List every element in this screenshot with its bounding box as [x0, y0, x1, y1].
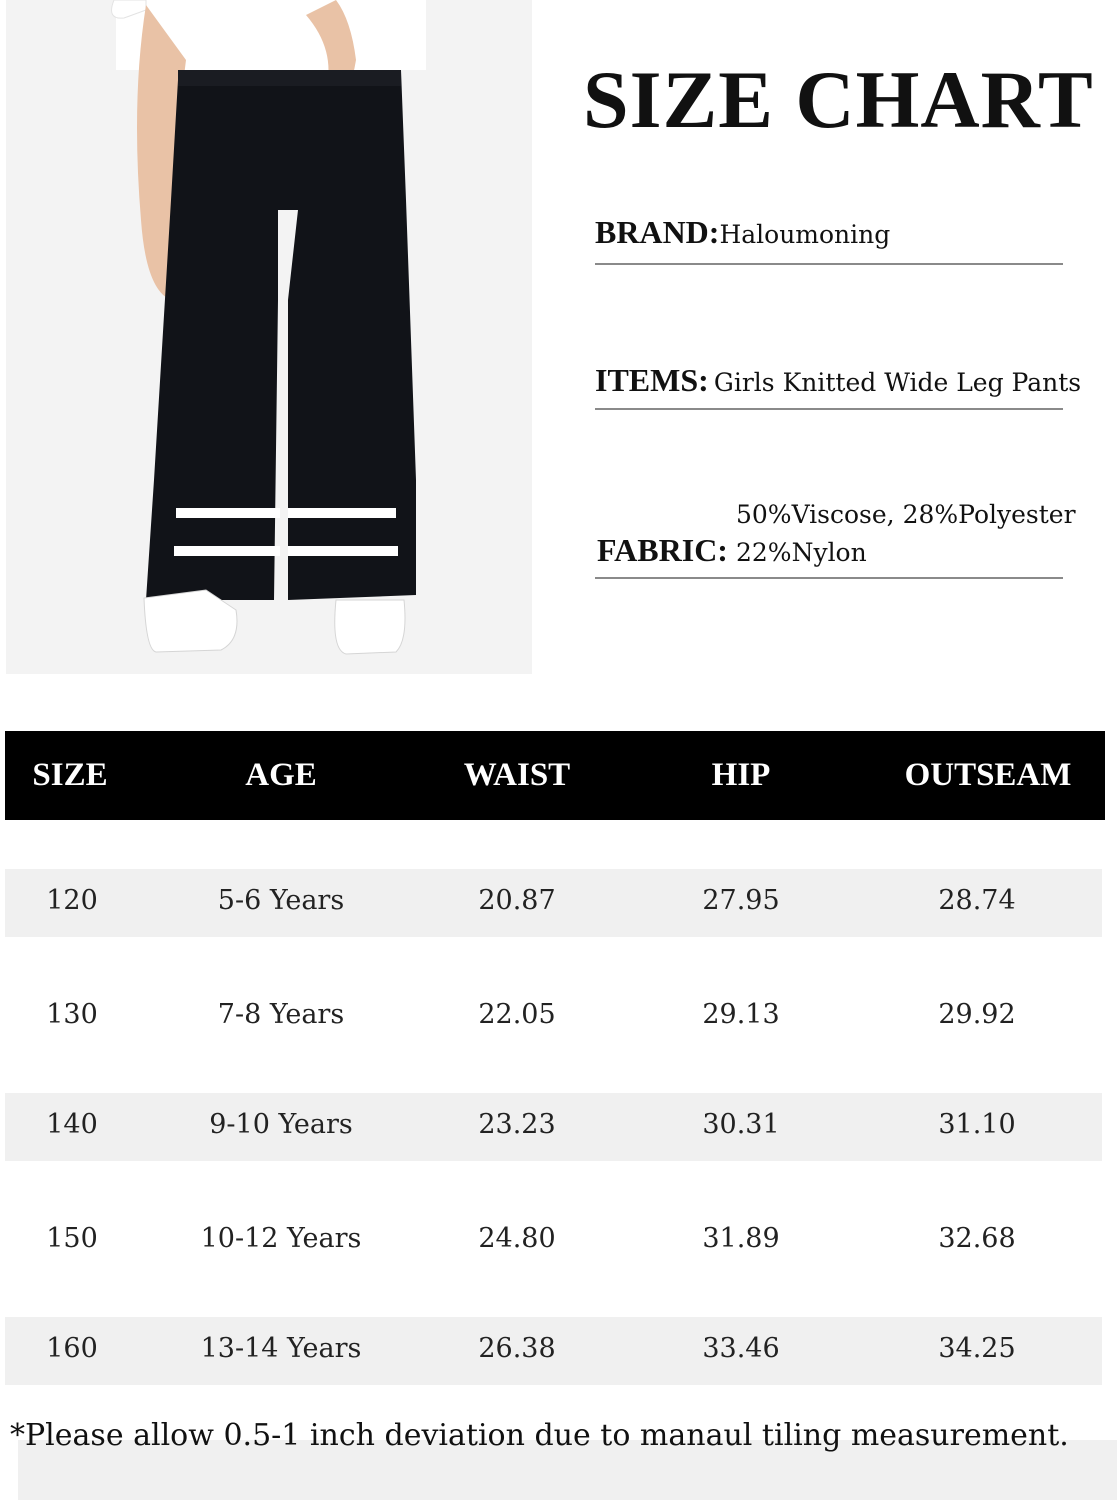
brand-value: Haloumoning — [719, 220, 891, 249]
measurement-note: *Please allow 0.5-1 inch deviation due to manaul tiling measurement. — [10, 1418, 1069, 1453]
items-value: Girls Knitted Wide Leg Pants — [713, 368, 1082, 397]
girl-wearing-pants-illustration — [6, 0, 532, 674]
brand-label: BRAND: — [595, 214, 720, 250]
column-header-age: AGE — [245, 757, 317, 793]
cell-size: 120 — [46, 885, 98, 916]
cell-waist: 22.05 — [478, 999, 556, 1030]
cell-size: 130 — [46, 999, 98, 1030]
cell-age: 10-12 Years — [200, 1223, 362, 1254]
fabric-row — [595, 497, 1117, 577]
cell-age: 9-10 Years — [209, 1109, 353, 1140]
cell-age: 13-14 Years — [200, 1333, 362, 1364]
table-row — [5, 869, 1102, 937]
page-title: SIZE CHART — [583, 54, 1094, 145]
cell-size: 160 — [46, 1333, 98, 1364]
column-header-waist: WAIST — [463, 757, 571, 793]
column-header-outseam: OUTSEAM — [904, 757, 1072, 793]
cell-waist: 20.87 — [478, 885, 556, 916]
column-header-size: SIZE — [32, 757, 108, 793]
cell-hip: 30.31 — [702, 1109, 780, 1140]
cell-waist: 24.80 — [478, 1223, 556, 1254]
cell-hip: 33.46 — [702, 1333, 780, 1364]
divider — [595, 577, 1063, 579]
divider — [595, 408, 1063, 410]
table-row — [5, 1093, 1102, 1161]
cell-hip: 27.95 — [702, 885, 780, 916]
cell-size: 150 — [46, 1223, 98, 1254]
table-row — [5, 1207, 1102, 1275]
fabric-value-line1: 50%Viscose, 28%Polyester — [736, 500, 1076, 529]
cell-hip: 29.13 — [702, 999, 780, 1030]
cell-age: 7-8 Years — [217, 999, 345, 1030]
table-row — [5, 983, 1102, 1051]
table-row — [5, 1317, 1102, 1385]
cell-outseam: 34.25 — [938, 1333, 1016, 1364]
cell-outseam: 28.74 — [938, 885, 1016, 916]
cell-outseam: 32.68 — [938, 1223, 1016, 1254]
fabric-value-line2: 22%Nylon — [736, 538, 867, 567]
items-row — [595, 362, 1117, 399]
cell-outseam: 29.92 — [938, 999, 1016, 1030]
divider — [595, 263, 1063, 265]
table-header — [5, 731, 1105, 820]
brand-row — [595, 214, 1117, 251]
cell-size: 140 — [46, 1109, 98, 1140]
fabric-label: FABRIC: — [597, 532, 728, 568]
cell-waist: 26.38 — [478, 1333, 556, 1364]
column-header-hip: HIP — [711, 757, 771, 793]
cell-age: 5-6 Years — [217, 885, 345, 916]
cell-waist: 23.23 — [478, 1109, 556, 1140]
cell-outseam: 31.10 — [938, 1109, 1016, 1140]
items-label: ITEMS: — [595, 362, 709, 398]
product-photo — [6, 0, 532, 674]
cell-hip: 31.89 — [702, 1223, 780, 1254]
